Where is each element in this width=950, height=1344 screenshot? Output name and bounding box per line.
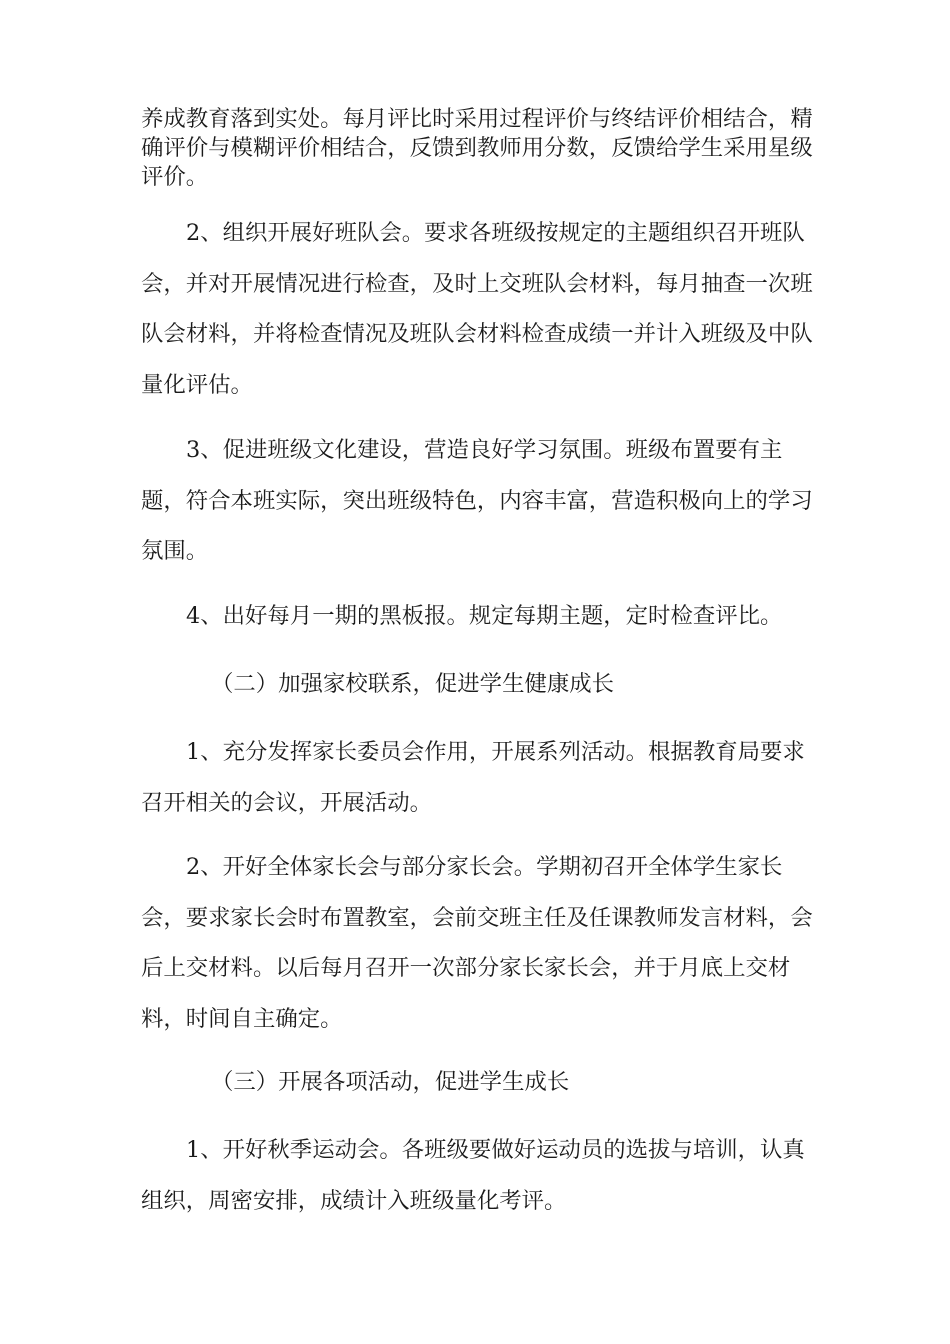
section-heading-home-school: （二）加强家校联系，促进学生健康成长 — [211, 671, 615, 697]
paragraph-sports-meet: 1、开好秋季运动会。各班级要做好运动员的选拔与培训，认真组织，周密安排，成绩计入班级量化考评。 — [141, 1137, 805, 1214]
paragraph-parent-committee: 1、充分发挥家长委员会作用，开展系列活动。根据教育局要求召开相关的会议，开展活动。 — [141, 739, 805, 816]
paragraph-habit-education: 养成教育落到实处。每月评比时采用过程评价与终结评价相结合，精确评价与模糊评价相结合，反馈到教师用分数，反馈给学生采用星级评价。 — [141, 106, 813, 190]
paragraph-blackboard: 4、出好每月一期的黑板报。规定每期主题，定时检查评比。 — [186, 603, 783, 629]
paragraph-class-culture: 3、促进班级文化建设，营造良好学习氛围。班级布置要有主题，符合本班实际，突出班级特色，内容丰富，营造积极向上的学习氛围。 — [141, 437, 813, 564]
paragraph-class-meeting: 2、组织开展好班队会。要求各班级按规定的主题组织召开班队会，并对开展情况进行检查，及时上交班队会材料，每月抽查一次班队会材料，并将检查情况及班队会材料检查成绩一并计入班级及中队量化评估。 — [141, 220, 813, 398]
paragraph-parent-meetings: 2、开好全体家长会与部分家长会。学期初召开全体学生家长会，要求家长会时布置教室，会前交班主任及任课教师发言材料，会后上交材料。以后每月召开一次部分家长家长会，并于月底上交材料，时间自主确定。 — [141, 854, 813, 1032]
section-heading-activities: （三）开展各项活动，促进学生成长 — [211, 1069, 570, 1095]
